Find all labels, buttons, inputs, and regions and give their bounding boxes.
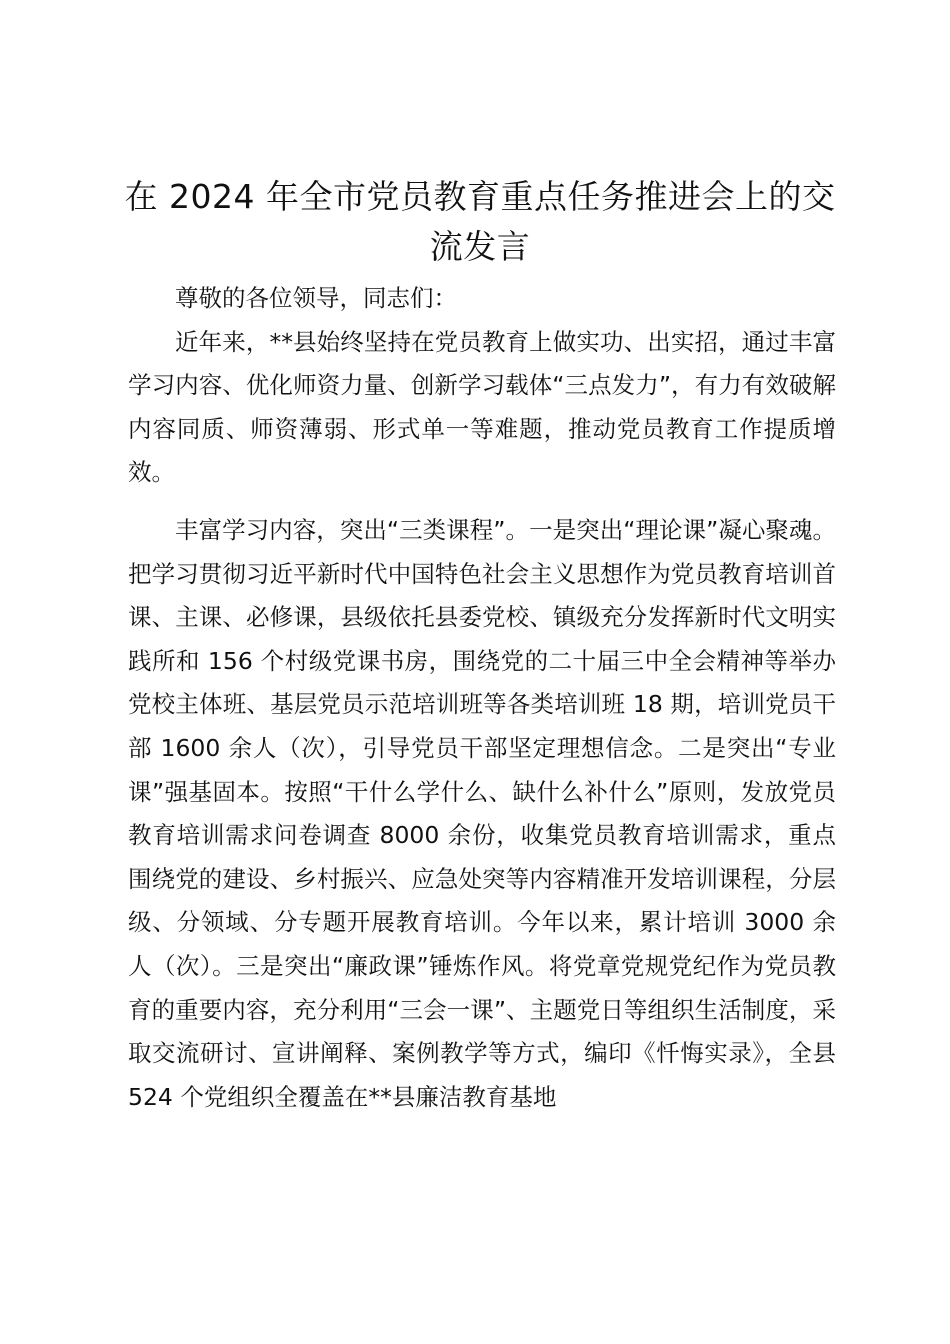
paragraph-learning-content: 丰富学习内容，突出“三类课程”。一是突出“理论课”凝心聚魂。把学习贯彻习近平新时代中国特色社会主义思想作为党员教育培训首课、主课、必修课，县级依托县委党校、镇级充分发挥新时代文明实践所和 156 个村级党课书房，围绕党的二十届三中全会精神等举办党校主体班、基层党员示范培训班等各类培训班 18 期，培训党员干部 1600 余人（次），引导党员干部坚定理想信念。二是突出“专业课”强基固本。按照“干什么学什么、缺什么补什么”原则，发放党员教育培训需求问卷调查 8000 余份，收集党员教育培训需求，重点围绕党的建设、乡村振兴、应急处突等内容精准开发培训课程，分层级、分领域、分专题开展教育培训。今年以来，累计培训 3000 余人（次）。三是突出“廉政课”锤炼作风。将党章党规党纪作为党员教育的重要内容，充分利用“三会一课”、主题党日等组织生活制度，采取交流研讨、宣讲阐释、案例教学等方式，编印《忏悔实录》，全县 524 个党组织全覆盖在**县廉洁教育基地 bbox=[128, 515, 836, 1111]
paragraph-intro: 近年来，**县始终坚持在党员教育上做实功、出实招，通过丰富学习内容、优化师资力量、创新学习载体“三点发力”，有力有效破解内容同质、师资薄弱、形式单一等难题，推动党员教育工作提质增效。 bbox=[128, 327, 836, 487]
document-title: 在 2024 年全市党员教育重点任务推进会上的交流发言 bbox=[124, 177, 836, 266]
document-body bbox=[128, 277, 836, 1119]
salutation: 尊敬的各位领导，同志们： bbox=[175, 284, 457, 312]
